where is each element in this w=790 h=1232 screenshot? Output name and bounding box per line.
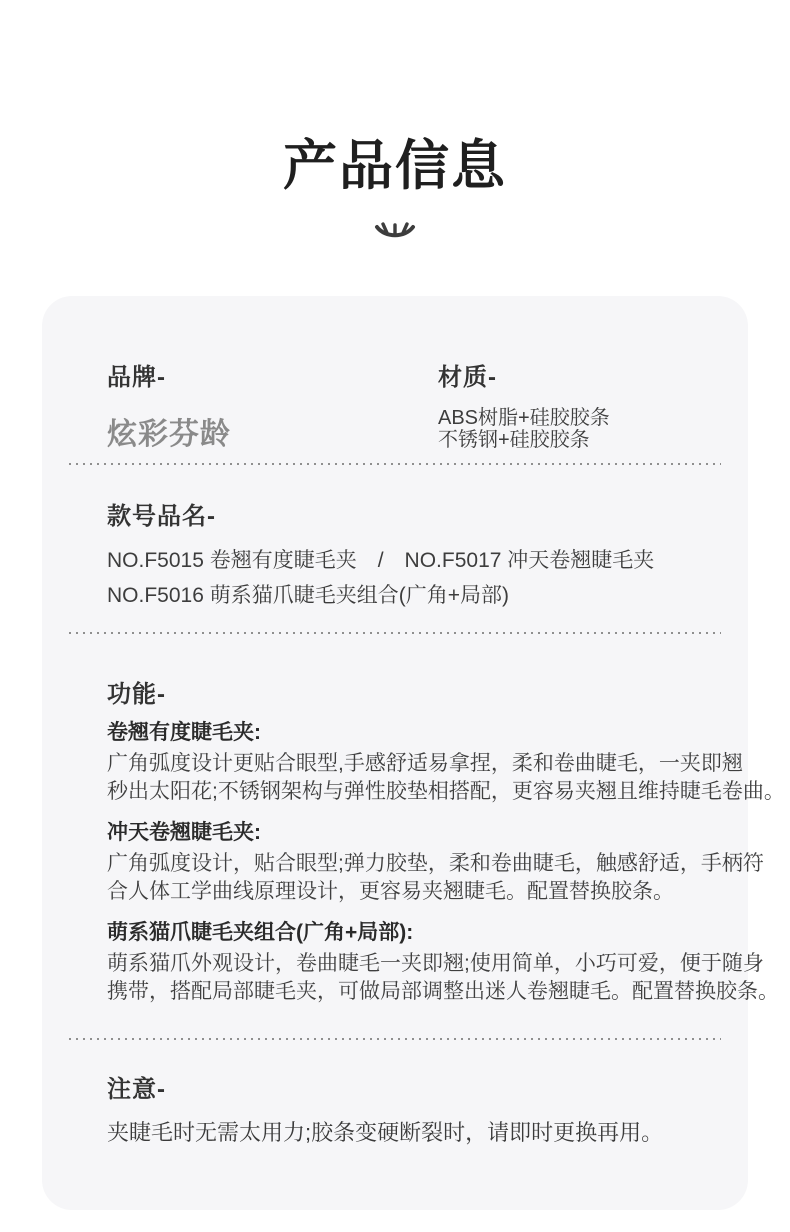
feature-line: 广角弧度设计，贴合眼型;弹力胶垫，柔和卷曲睫毛，触感舒适，手柄符 [107, 851, 764, 875]
feature-title: 冲天卷翘睫毛夹: [107, 820, 261, 844]
model-lines [107, 543, 683, 613]
feature-item [107, 920, 779, 1006]
card-content [65, 363, 725, 451]
feature-description [107, 850, 764, 906]
dotted-divider [69, 1038, 721, 1040]
model-section [107, 502, 683, 613]
feature-description [107, 750, 785, 806]
feature-line: 广角弧度设计更贴合眼型,手感舒适易拿捏，柔和卷曲睫毛，一夹即翘 [107, 751, 743, 775]
feature-title: 卷翘有度睫毛夹: [107, 720, 261, 744]
dotted-divider [69, 632, 721, 634]
notice-section [107, 1075, 683, 1146]
notice-text: 夹睫毛时无需太用力;胶条变硬断裂时，请即时更换再用。 [107, 1119, 664, 1145]
material-line: 不锈钢+硅胶胶条 [438, 428, 590, 451]
model-line: NO.F5016 萌系猫爪睫毛夹组合(广角+局部) [107, 583, 509, 607]
feature-line: 萌系猫爪外观设计，卷曲睫毛一夹即翘;使用简单，小巧可爱，便于随身 [107, 951, 764, 975]
feature-line: 携带，搭配局部睫毛夹，可做局部调整出迷人卷翘睫毛。配置替换胶条。 [107, 979, 779, 1003]
notice-heading: 注意- [107, 1075, 166, 1103]
feature-description [107, 950, 779, 1006]
features-section [107, 680, 785, 1006]
brand-section [107, 363, 438, 451]
feature-item [107, 820, 764, 906]
brand-material-row [107, 363, 683, 451]
features-heading: 功能- [107, 680, 166, 708]
material-section [438, 363, 683, 451]
product-info-card [42, 296, 785, 1210]
model-heading: 款号品名- [107, 502, 216, 530]
material-lines [438, 407, 683, 451]
feature-line: 合人体工学曲线原理设计，更容易夹翘睫毛。配置替换胶条。 [107, 879, 674, 903]
dotted-divider [69, 463, 721, 465]
page-title: 产品信息 [283, 136, 507, 196]
feature-item [107, 720, 785, 806]
material-heading: 材质- [438, 363, 497, 391]
brand-logo: 炫彩芬龄 [107, 417, 231, 451]
card-content [65, 1075, 725, 1146]
feature-title: 萌系猫爪睫毛夹组合(广角+局部): [107, 920, 414, 944]
feature-line: 秒出太阳花;不锈钢架构与弹性胶垫相搭配，更容易夹翘且维持睫毛卷曲。 [107, 779, 785, 803]
material-line: ABS树脂+硅胶胶条 [438, 406, 610, 429]
header-icon-wrap [0, 219, 790, 250]
card-content [65, 680, 785, 1006]
closed-eye-eyelash-icon [373, 219, 417, 250]
card-content [65, 502, 725, 613]
model-line: NO.F5015 卷翘有度睫毛夹 / NO.F5017 冲天卷翘睫毛夹 [107, 548, 655, 572]
brand-heading: 品牌- [107, 363, 166, 391]
